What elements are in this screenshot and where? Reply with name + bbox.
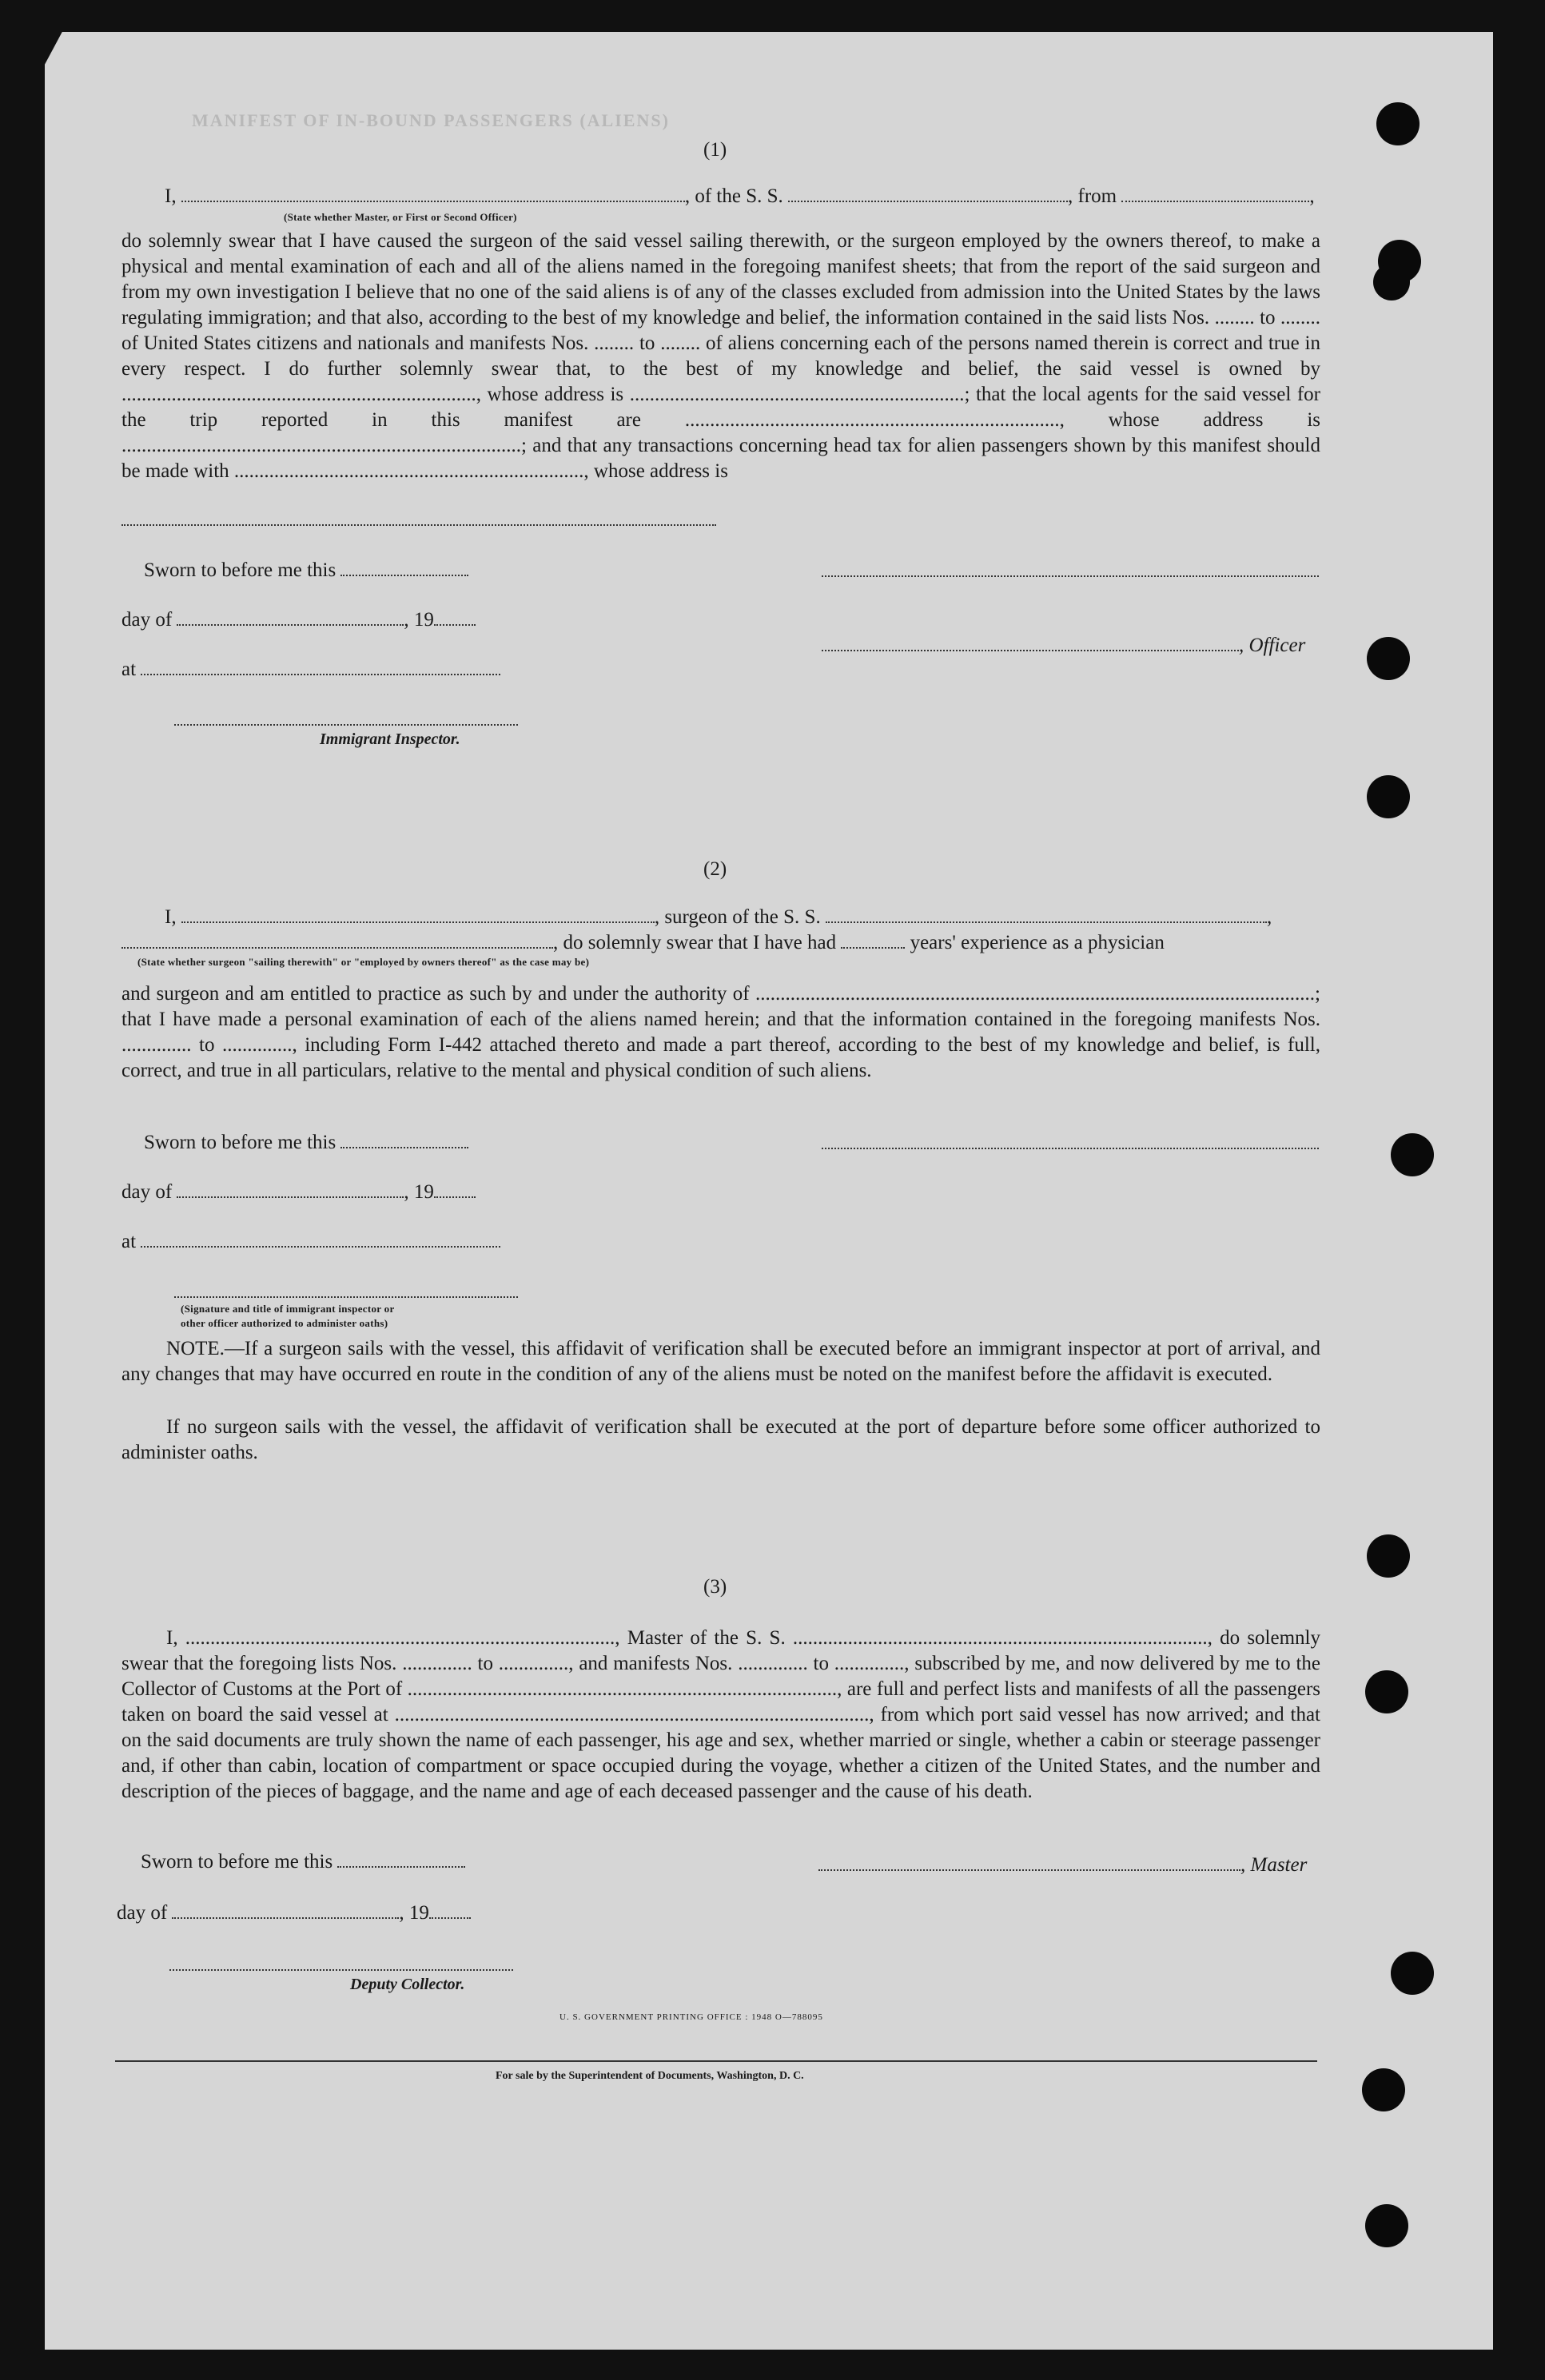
- s3-year-field[interactable]: [429, 1903, 471, 1919]
- footer-rule: [115, 2060, 1317, 2062]
- punch-hole: [1367, 1534, 1410, 1578]
- s2-note-1: NOTE.—If a surgeon sails with the vessel, this affidavit of verification shall be executed before an immigrant inspector at port of arrival, and any changes that may have occurred en route in the condition of any of the aliens must be noted on the manifest before the affidavit is executed.: [121, 1338, 1320, 1385]
- s1-inspector-sig-line: [174, 724, 518, 726]
- punch-hole: [1365, 1670, 1408, 1713]
- s3-master-line: , Master: [818, 1854, 1307, 1877]
- s1-sworn-line: Sworn to before me this: [144, 559, 468, 582]
- s3-day-field[interactable]: [172, 1903, 399, 1919]
- officer-rank-caption: (State whether Master, or First or Second Officer): [284, 211, 517, 223]
- years-experience-field[interactable]: [841, 933, 905, 949]
- s2-sworn-day-field[interactable]: [340, 1132, 468, 1148]
- s2-note-2: If no surgeon sails with the vessel, the affidavit of verification shall be executed at the port of departure before some officer authorized to administer oaths.: [121, 1416, 1320, 1463]
- s2-vessel-field[interactable]: [826, 907, 1267, 923]
- s1-address-line: [121, 524, 716, 526]
- punch-hole: [1391, 1133, 1434, 1176]
- s3-master-field[interactable]: [818, 1855, 1240, 1871]
- surgeon-type-field[interactable]: [121, 933, 553, 949]
- bleed-through-header: MANIFEST OF IN-BOUND PASSENGERS (ALIENS): [192, 110, 670, 130]
- s2-day-field[interactable]: [177, 1182, 404, 1198]
- s1-officer-field[interactable]: [822, 635, 1239, 651]
- s1-sworn-day-field[interactable]: [340, 560, 468, 576]
- s2-intro-line: I, , surgeon of the S. S. ,: [165, 906, 1272, 928]
- vessel-name-field[interactable]: [788, 186, 1068, 202]
- section-3-body: I, ......................................................................................, Master of the S. S. ..................................................................................., do solemnly swear that the foregoing lists Nos. .............. to .............., and manifests Nos. .............. to .............., subscribed by me, and now delivered by me to the Collector of Customs at the Port of ......................................................................................, are full and perfect lists and manifests of all the passengers taken on board the said vessel at ..............................................................................................., from which port said vessel has now arrived; and that on the said documents are truly shown the name of each passenger, his age and sex, whether married or single, whether a cabin or steerage passenger and, if other than cabin, location of compartment or space occupied during the voyage, whether a citizen of the United States, and the number and description of the pieces of baggage, and the name and age of each deceased passenger and the cause of his death.: [121, 1627, 1320, 1802]
- s2-swear-line: , do solemnly swear that I have had years' experience as a physician: [121, 932, 1165, 954]
- section-1-number: (1): [703, 139, 727, 161]
- s2-at-field[interactable]: [141, 1232, 500, 1248]
- section-2-number: (2): [703, 858, 727, 880]
- section-3-number: (3): [703, 1576, 727, 1598]
- printing-office-imprint: U. S. GOVERNMENT PRINTING OFFICE : 1948 O—788095: [559, 2012, 823, 2022]
- s2-officer-sig-line: [174, 1296, 518, 1298]
- punch-hole: [1373, 264, 1410, 300]
- s3-deputy-caption: Deputy Collector.: [350, 1976, 465, 1993]
- s3-sworn-day-field[interactable]: [337, 1852, 465, 1868]
- s2-year-field[interactable]: [434, 1182, 476, 1198]
- s3-sworn-line: Sworn to before me this: [141, 1851, 465, 1873]
- s1-at-field[interactable]: [141, 659, 500, 675]
- punch-hole: [1367, 775, 1410, 818]
- surgeon-type-caption: (State whether surgeon "sailing therewith" or "employed by owners thereof" as the case may be): [137, 956, 590, 968]
- s1-inspector-caption: Immigrant Inspector.: [320, 730, 460, 748]
- s1-intro-line: I, , of the S. S. , from ,: [165, 185, 1315, 207]
- s1-day-line: day of , 19: [121, 609, 476, 631]
- s2-at-line: at: [121, 1231, 500, 1253]
- s3-day-line: day of , 19: [117, 1902, 471, 1924]
- surgeon-name-field[interactable]: [181, 907, 655, 923]
- section-2-body: and surgeon and am entitled to practice as such by and under the authority of ................................................................................................................; that I have made a personal examination of each of the aliens named herein; and that the information contained in the foregoing manifests Nos. .............. to .............., including Form I-442 attached thereto and made a part thereof, according to the best of my knowledge and belief, is full, correct, and true in all particulars, relative to the mental and physical condition of such aliens.: [121, 983, 1320, 1081]
- s2-sig-caption-1: (Signature and title of immigrant inspector or: [181, 1303, 395, 1315]
- s2-day-line: day of , 19: [121, 1181, 476, 1204]
- s1-officer-sig-line: [822, 575, 1319, 577]
- punch-hole: [1367, 637, 1410, 680]
- s2-surgeon-sig-line: [822, 1148, 1319, 1149]
- s1-officer-line: , Officer: [822, 635, 1305, 657]
- punch-hole: [1391, 1952, 1434, 1995]
- punch-hole: [1365, 2204, 1408, 2247]
- s2-sig-caption-2: other officer authorized to administer oaths): [181, 1317, 388, 1329]
- s1-year-field[interactable]: [434, 610, 476, 626]
- for-sale-footer: For sale by the Superintendent of Documents, Washington, D. C.: [496, 2070, 804, 2082]
- punch-hole: [1362, 2068, 1405, 2111]
- officer-rank-field[interactable]: [181, 186, 685, 202]
- s2-sworn-line: Sworn to before me this: [144, 1132, 468, 1154]
- section-1-body: do solemnly swear that I have caused the surgeon of the said vessel sailing therewith, or the surgeon employed by the owners thereof, to make a physical and mental examination of each and all of the aliens named in the foregoing manifest sheets; that from the report of the said surgeon and from my own investigation I believe that no one of the said aliens is of any of the classes excluded from admission into the United States by the laws regulating immigration; and that also, according to the best of my knowledge and belief, the information contained in the said lists Nos. ........ to ........ of United States citizens and nationals and manifests Nos. ........ to ........ of aliens concerning each of the persons named therein is correct and true in every respect. I do further solemnly swear that, to the best of my knowledge and belief, the said vessel is owned by ......................................................................., whose address is ...................................................................; that the local agents for the said vessel for the trip reported in this manifest are ..........................................................................., whose address is ................................................................................; and that any transactions concerning head tax for alien passengers shown by this manifest should be made with ......................................................................, whose address is: [121, 230, 1320, 482]
- s1-at-line: at: [121, 659, 500, 681]
- s3-deputy-sig-line: [169, 1969, 513, 1971]
- from-port-field[interactable]: [1121, 186, 1309, 202]
- s1-day-field[interactable]: [177, 610, 404, 626]
- punch-hole: [1376, 102, 1420, 145]
